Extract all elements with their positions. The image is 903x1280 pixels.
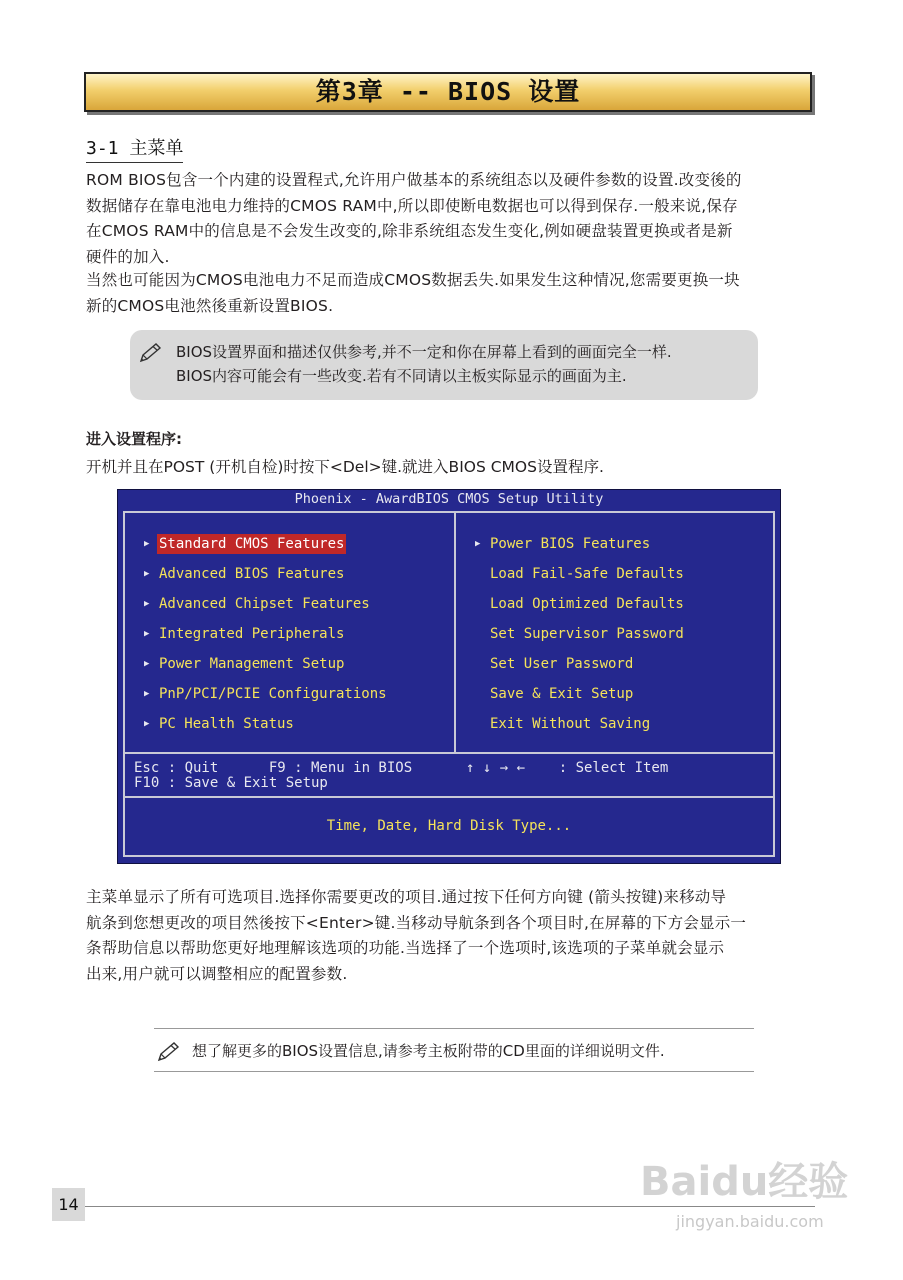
triangle-right-icon: ▶	[144, 539, 150, 549]
text-line: 数据储存在靠电池电力维持的CMOS RAM中,所以即使断电数据也可以得到保存.一般来说,保存	[86, 196, 738, 215]
watermark-url: jingyan.baidu.com	[676, 1212, 824, 1231]
bios-item-pnp-pci-pcie-configurations[interactable]: PnP/PCI/PCIE Configurations	[159, 686, 387, 702]
note-box	[130, 330, 758, 400]
bios-item-integrated-peripherals[interactable]: Integrated Peripherals	[159, 626, 345, 642]
bios-item-power-bios-features[interactable]: Power BIOS Features	[490, 536, 651, 552]
bios-help-navigation: ↑ ↓ → ← : Select Item	[466, 760, 669, 776]
enter-setup-text: 开机并且在POST (开机自检)时按下<Del>键.就进入BIOS CMOS设置程序.	[86, 458, 604, 476]
triangle-right-icon: ▶	[144, 719, 150, 729]
bios-item-load-optimized-defaults[interactable]: Load Optimized Defaults	[490, 596, 684, 612]
bios-item-set-supervisor-password[interactable]: Set Supervisor Password	[490, 626, 684, 642]
intro-paragraph-1	[86, 168, 814, 270]
text-line: 航条到您想更改的项目然後按下<Enter>键.当移动导航条到各个项目时,在屏幕的下方会显示一	[86, 913, 747, 932]
bottom-note-text: 想了解更多的BIOS设置信息,请参考主板附带的CD里面的详细说明文件.	[192, 1042, 665, 1060]
bios-help-keys: Esc : Quit F9 : Menu in BIOS	[134, 760, 413, 776]
bios-column-divider	[454, 511, 456, 752]
triangle-right-icon: ▶	[144, 599, 150, 609]
bios-item-save-exit-setup[interactable]: Save & Exit Setup	[490, 686, 634, 702]
pencil-icon	[156, 1041, 182, 1067]
triangle-right-icon: ▶	[475, 539, 481, 549]
pencil-icon	[138, 342, 164, 368]
triangle-right-icon: ▶	[144, 629, 150, 639]
note-line: BIOS设置界面和描述仅供参考,并不一定和你在屏幕上看到的画面完全一样.	[176, 343, 672, 361]
bios-item-standard-cmos-features[interactable]: Standard CMOS Features	[159, 536, 345, 552]
bios-item-advanced-bios-features[interactable]: Advanced BIOS Features	[159, 566, 345, 582]
text-line: 硬件的加入.	[86, 247, 170, 266]
triangle-right-icon: ▶	[144, 659, 150, 669]
text-line: 条帮助信息以帮助您更好地理解该选项的功能.当选择了一个选项时,该选项的子菜单就会显示	[86, 939, 725, 957]
enter-setup-heading: 进入设置程序:	[86, 430, 182, 448]
text-line: 新的CMOS电池然後重新设置BIOS.	[86, 296, 334, 315]
bios-item-exit-without-saving[interactable]: Exit Without Saving	[490, 716, 651, 732]
note-text	[176, 340, 672, 388]
text-line: 主菜单显示了所有可选项目.选择你需要更改的项目.通过按下任何方向键 (箭头按键)来移动导	[86, 888, 727, 906]
chapter-title-bar	[84, 72, 812, 112]
chapter-title: 第3章 -- BIOS 设置	[315, 77, 581, 106]
watermark-logo: Baidu经验	[640, 1159, 849, 1205]
section-title: 3-1 主菜单	[86, 134, 183, 163]
bios-item-load-fail-safe-defaults[interactable]: Load Fail-Safe Defaults	[490, 566, 684, 582]
bios-item-power-management-setup[interactable]: Power Management Setup	[159, 656, 345, 672]
bios-desc-divider	[123, 796, 775, 798]
bios-item-set-user-password[interactable]: Set User Password	[490, 656, 634, 672]
intro-paragraph-2	[86, 268, 814, 319]
triangle-right-icon: ▶	[144, 569, 150, 579]
text-line: 在CMOS RAM中的信息是不会发生改变的,除非系统组态发生变化,例如硬盘装置更换或者是新	[86, 222, 733, 240]
bios-help-divider	[123, 752, 775, 754]
text-line: 当然也可能因为CMOS电池电力不足而造成CMOS数据丢失.如果发生这种情况,您需要更换一块	[86, 271, 740, 289]
bios-item-description: Time, Date, Hard Disk Type...	[326, 818, 572, 834]
note-line: BIOS内容可能会有一些改变.若有不同请以主板实际显示的画面为主.	[176, 367, 627, 385]
bios-help-save: F10 : Save & Exit Setup	[134, 775, 328, 791]
triangle-right-icon: ▶	[144, 689, 150, 699]
text-line: 出来,用户就可以调整相应的配置参数.	[86, 964, 348, 983]
bios-item-pc-health-status[interactable]: PC Health Status	[159, 716, 294, 732]
text-line: ROM BIOS包含一个内建的设置程式,允许用户做基本的系统组态以及硬件参数的设置.改变後的	[86, 171, 742, 189]
body-paragraph	[86, 885, 814, 987]
bottom-note	[154, 1028, 754, 1072]
bios-item-advanced-chipset-features[interactable]: Advanced Chipset Features	[159, 596, 370, 612]
bios-title: Phoenix - AwardBIOS CMOS Setup Utility	[294, 491, 604, 507]
bios-screen	[117, 489, 781, 864]
page-number: 14	[52, 1188, 85, 1221]
